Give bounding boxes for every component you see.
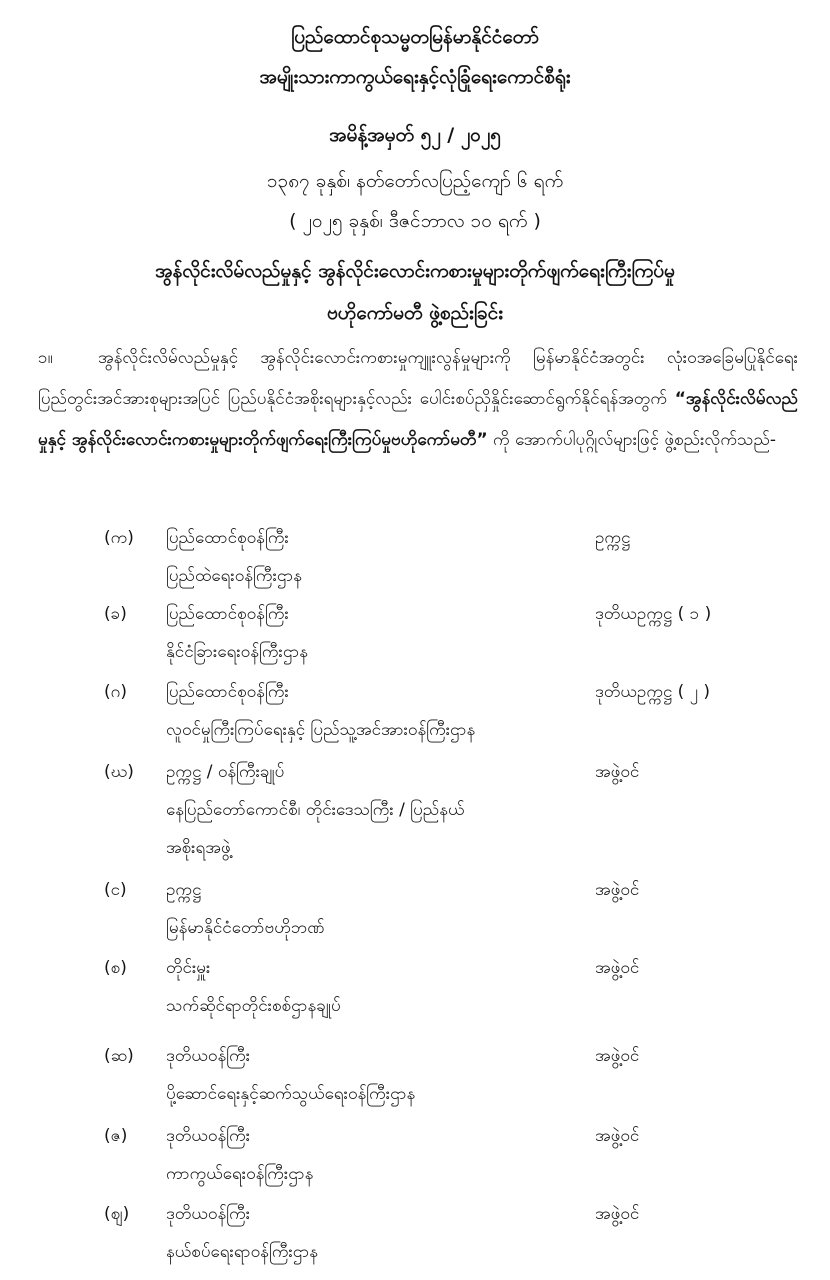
member-title: ပြည်ထောင်စုဝန်ကြီး [166,604,289,624]
member-item [0,674,830,752]
paragraph-text-end: ကို အောက်ပါပုဂ္ဂိုလ်များဖြင့် ဖွဲ့စည်းလိုက်သည်- [487,430,777,450]
member-item [0,754,830,858]
member-item [0,520,830,598]
member-title: ပြည်ထောင်စုဝန်ကြီး [166,682,289,702]
member-title: ဒုတိယဝန်ကြီး [166,1204,251,1224]
member-department: နိုင်ငံခြားရေးဝန်ကြီးဌာန [166,642,309,662]
header-country: ပြည်ထောင်စုသမ္မတမြန်မာနိုင်ငံတော် [291,26,539,48]
paragraph-text: အွန်လိုင်းလိမ်လည်မှုနှင့် အွန်လိုင်းလောင်းကစားမှုကျူးလွန်မှုများကို မြန်မာနိုင်ငံအတွင်း လုံးဝအခြေမပြုနိုင်ရေး ပြည်တွင်းအင်အားစုများအပြင် ပြည်ပနိုင်ငံအစိုးရများနှင့်လည်း ပေါင်းစပ်ညှိနှိုင်းဆောင်ရွက်နိုင်ရန်အတွက် [38,348,798,409]
member-title: တိုင်းမှူး [166,958,211,978]
member-role: အဖွဲ့ဝင် [595,958,640,978]
member-role: အဖွဲ့ဝင် [595,880,640,900]
paragraph-number: ၁။ [38,348,53,368]
member-department-cont: အစိုးရအဖွဲ့ [166,838,231,858]
member-department: ပြည်ထဲရေးဝန်ကြီးဌာန [166,566,303,586]
subject-line-1: အွန်လိုင်းလိမ်လည်မှုနှင့် အွန်လိုင်းလောင်းကစားမှုများတိုက်ဖျက်ရေးကြီးကြပ်မှု [155,260,675,282]
member-role: အဖွဲ့ဝင် [595,762,640,782]
member-title: ပြည်ထောင်စုဝန်ကြီး [166,528,289,548]
member-department: လူဝင်မှုကြီးကြပ်ရေးနှင့် ပြည်သူ့အင်အားဝန်ကြီးဌာန [166,720,476,740]
member-title: ဒုတိယဝန်ကြီး [166,1046,251,1066]
member-role: ဒုတိယဥက္ကဋ္ဌ ( ၁ ) [595,604,712,624]
member-item [0,872,830,950]
member-department: မြန်မာနိုင်ငံတော်ဗဟိုဘဏ် [166,918,325,938]
member-department: နယ်စပ်ရေးရာဝန်ကြီးဌာန [166,1242,318,1262]
member-label: (ဂ) [104,682,127,702]
subject-line-2: ဗဟိုကော်မတီ ဖွဲ့စည်းခြင်း [326,302,504,324]
member-label: (က) [104,528,134,548]
member-title: ဥက္ကဋ္ဌ [166,880,202,900]
member-label: (စ) [104,958,127,978]
header-office: အမျိုးသားကာကွယ်ရေးနှင့်လုံခြုံရေးကောင်စီရုံး [259,66,571,88]
member-department: နေပြည်တော်ကောင်စီ၊ တိုင်းဒေသကြီး / ပြည်နယ် [166,800,465,820]
member-department: ကာကွယ်ရေးဝန်ကြီးဌာန [166,1164,314,1184]
member-role: အဖွဲ့ဝင် [595,1204,640,1224]
member-label: (ဇ) [104,1126,128,1146]
member-title: ဒုတိယဝန်ကြီး [166,1126,251,1146]
member-role: အဖွဲ့ဝင် [595,1046,640,1066]
member-title: ဥက္ကဋ္ဌ / ဝန်ကြီးချုပ် [166,762,285,782]
member-item [0,1038,830,1116]
member-label: (ဆ) [104,1046,134,1066]
member-label: (င) [104,880,127,900]
member-item [0,1196,830,1274]
paragraph-1 [38,338,798,461]
order-number: အမိန့်အမှတ် ၅၂ / ၂၀၂၅ [329,124,501,146]
member-item [0,950,830,1028]
committee-name-quote: “အွန်လိုင်းလိမ်လည်မှုနှင့် အွန်လိုင်းလောင်းကစားမှုများတိုက်ဖျက်ရေးကြီးကြပ်မှုဗဟိုကော်မတီ” [38,389,798,450]
member-label: (ဃ) [104,762,134,782]
date-myanmar: ၁၃၈၇ ခုနှစ်၊ နတ်တော်လပြည့်ကျော် ၆ ရက် [266,170,564,192]
member-item [0,596,830,674]
member-role: အဖွဲ့ဝင် [595,1126,640,1146]
member-item [0,1118,830,1196]
member-department: သက်ဆိုင်ရာတိုင်းစစ်ဌာနချုပ် [166,996,341,1016]
member-label: (ခ) [104,604,127,624]
member-label: (ဈ) [104,1204,130,1224]
member-department: ပို့ဆောင်ရေးနှင့်ဆက်သွယ်ရေးဝန်ကြီးဌာန [166,1084,416,1104]
member-role: ဥက္ကဋ္ဌ [595,528,631,548]
date-gregorian: ( ၂၀၂၅ ခုနှစ်၊ ဒီဇင်ဘာလ ၁၀ ရက် ) [289,210,541,232]
member-role: ဒုတိယဥက္ကဋ္ဌ ( ၂ ) [595,682,711,702]
